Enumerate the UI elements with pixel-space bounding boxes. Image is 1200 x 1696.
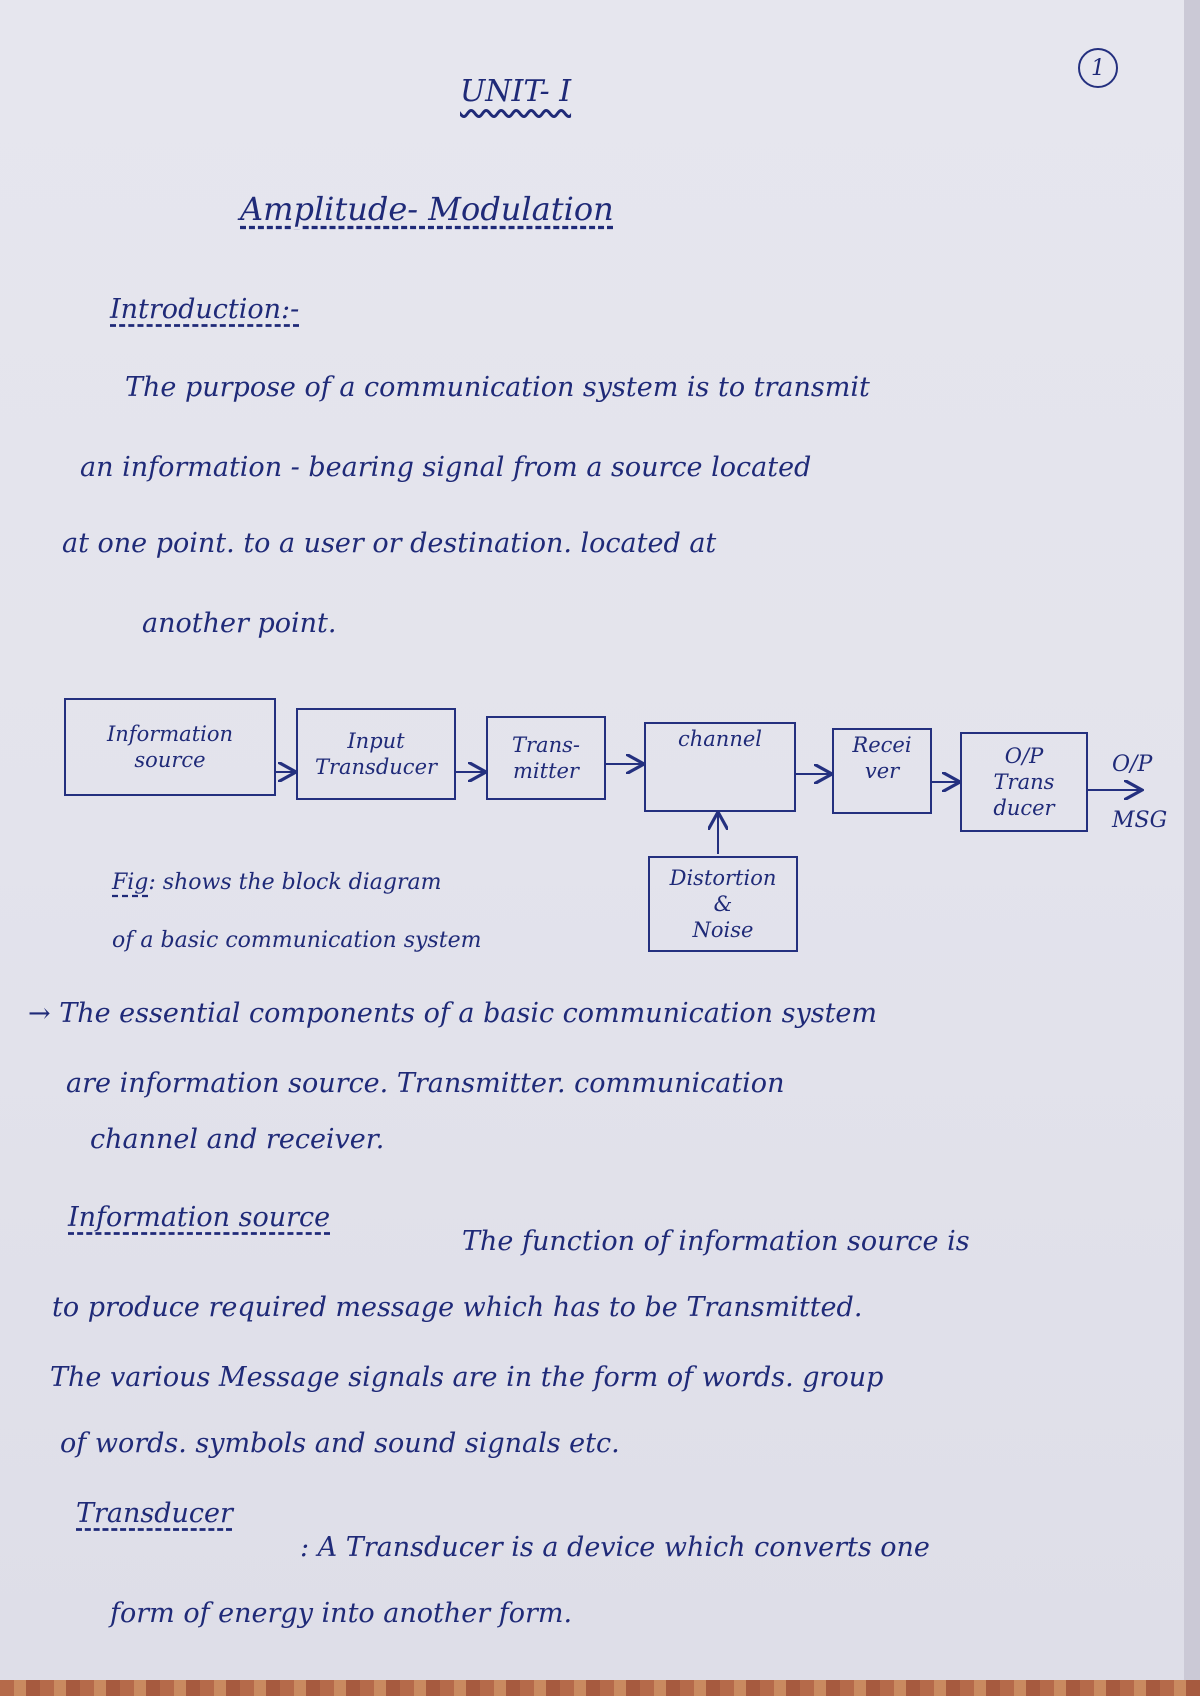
background-edge-bottom [0, 1680, 1200, 1696]
intro-line-4: another point. [142, 608, 337, 639]
transducer-heading: Transducer [76, 1498, 233, 1529]
intro-line-2: an information - bearing signal from a source located [80, 452, 812, 483]
fig-label: Fig [112, 870, 149, 895]
essential-line-3: channel and receiver. [90, 1124, 385, 1155]
info-source-line-4: of words. symbols and sound signals etc. [60, 1428, 620, 1459]
block-output-transducer: O/P Trans ducer [960, 732, 1088, 832]
transducer-line-2: form of energy into another form. [110, 1598, 573, 1629]
intro-line-3: at one point. to a user or destination. located at [62, 528, 717, 559]
block-channel: channel [644, 722, 796, 812]
background-edge-right [1184, 0, 1200, 1680]
output-label: O/P [1112, 752, 1153, 777]
info-source-heading: Information source [68, 1202, 331, 1233]
transducer-line-1: : A Transducer is a device which converts one [300, 1532, 930, 1563]
fig-caption-line-1: Fig: shows the block diagram [112, 870, 442, 895]
page-number: 1 [1078, 48, 1118, 88]
info-source-line-2: to produce required message which has to be Transmitted. [52, 1292, 863, 1323]
essential-line-1: → The essential components of a basic communication system [28, 998, 877, 1029]
unit-title: UNIT- I [460, 74, 572, 109]
intro-heading: Introduction:- [110, 294, 300, 325]
fig-caption-line-2: of a basic communication system [112, 928, 482, 953]
block-distortion-noise: Distortion & Noise [648, 856, 798, 952]
info-source-line-3: The various Message signals are in the form of words. group [50, 1362, 884, 1393]
block-transmitter: Trans- mitter [486, 716, 606, 800]
info-source-line-1: The function of information source is [462, 1226, 970, 1257]
essential-line-2: are information source. Transmitter. communication [66, 1068, 785, 1099]
output-msg-label: MSG [1112, 808, 1168, 833]
block-receiver: Recei ver [832, 728, 932, 814]
block-information-source: Information source [64, 698, 276, 796]
topic-title: Amplitude- Modulation [240, 190, 614, 228]
block-input-transducer: Input Transducer [296, 708, 456, 800]
intro-line-1: The purpose of a communication system is to transmit [125, 372, 870, 403]
